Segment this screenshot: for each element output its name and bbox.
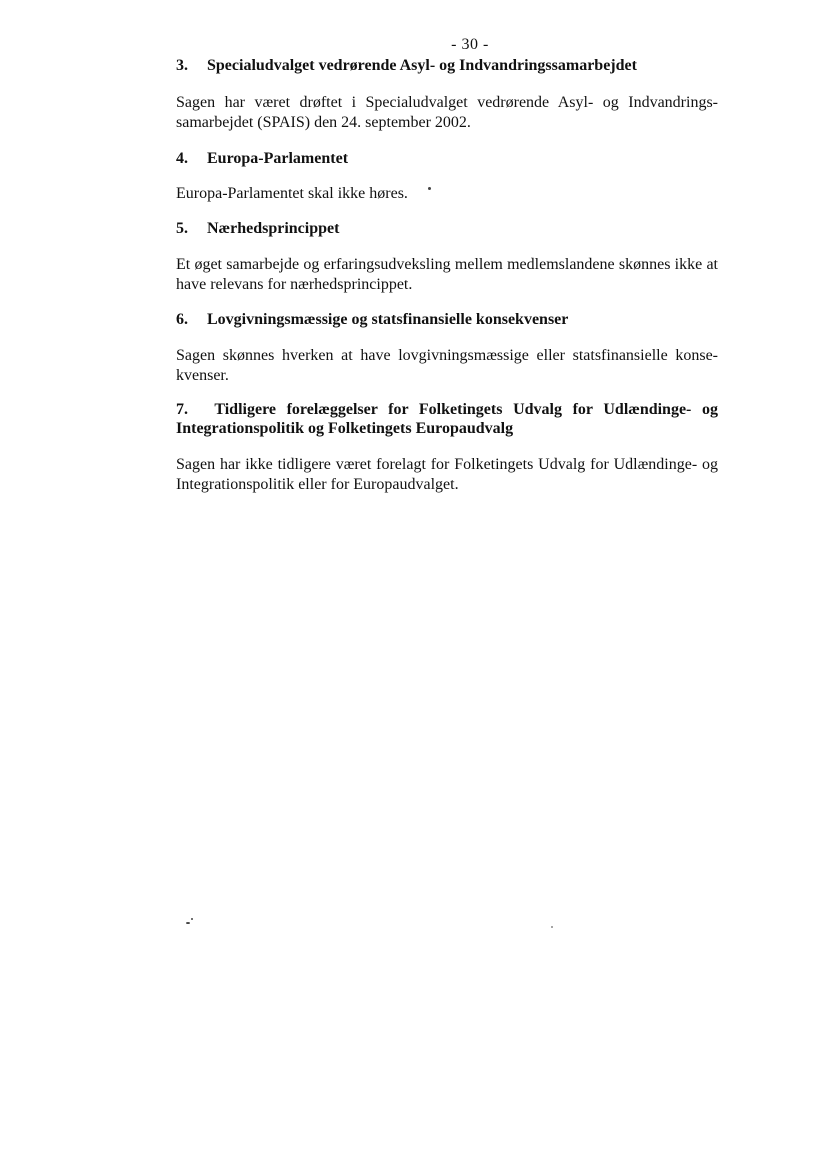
section-heading-6 [176, 310, 718, 329]
section-body-5: Et øget samarbejde og erfaringsudveksling mellem medlemslandene skønnes ikke at have relevans for nærhedsprincippet. [176, 256, 718, 293]
section-title: Lovgivningsmæssige og statsfinansielle konsekvenser [207, 311, 569, 328]
section-title: Nærhedsprincippet [207, 220, 340, 237]
section-body-4: Europa-Parlamentet skal ikke høres. [176, 185, 408, 202]
section-title: Europa-Parlamentet [207, 150, 349, 167]
section-heading-4 [176, 149, 718, 168]
page-number: - 30 - [451, 36, 489, 53]
section-number: 5. [176, 220, 188, 237]
section-number: 7. [176, 401, 188, 418]
section-title: Tidligere forelæggelser for Folketingets Udvalg for Udlændinge- og Integrationspolitik og Folketingets Europaudvalg [176, 401, 719, 437]
section-number: 6. [176, 311, 188, 328]
section-number: 4. [176, 150, 188, 167]
section-heading-3 [176, 56, 718, 75]
section-title: Specialudvalget vedrørende Asyl- og Indvandringssamarbejdet [207, 57, 637, 74]
section-body-7: Sagen har ikke tidligere været forelagt for Folketingets Udvalg for Udlændinge- og Integrationspolitik eller for Europaudvalget. [176, 456, 718, 493]
section-heading-7 [176, 400, 718, 438]
scan-speck [186, 922, 190, 924]
section-heading-5 [176, 219, 718, 238]
section-body-3: Sagen har været drøftet i Specialudvalget vedrørende Asyl- og Indvandrings-samarbejdet (SPAIS) den 24. september 2002. [176, 94, 718, 131]
scan-speck [191, 918, 193, 920]
scan-speck [428, 187, 431, 190]
scan-speck [551, 926, 553, 928]
section-body-6: Sagen skønnes hverken at have lovgivningsmæssige eller statsfinansielle konse-kvenser. [176, 347, 718, 384]
section-number: 3. [176, 57, 188, 74]
document-body [176, 56, 718, 495]
